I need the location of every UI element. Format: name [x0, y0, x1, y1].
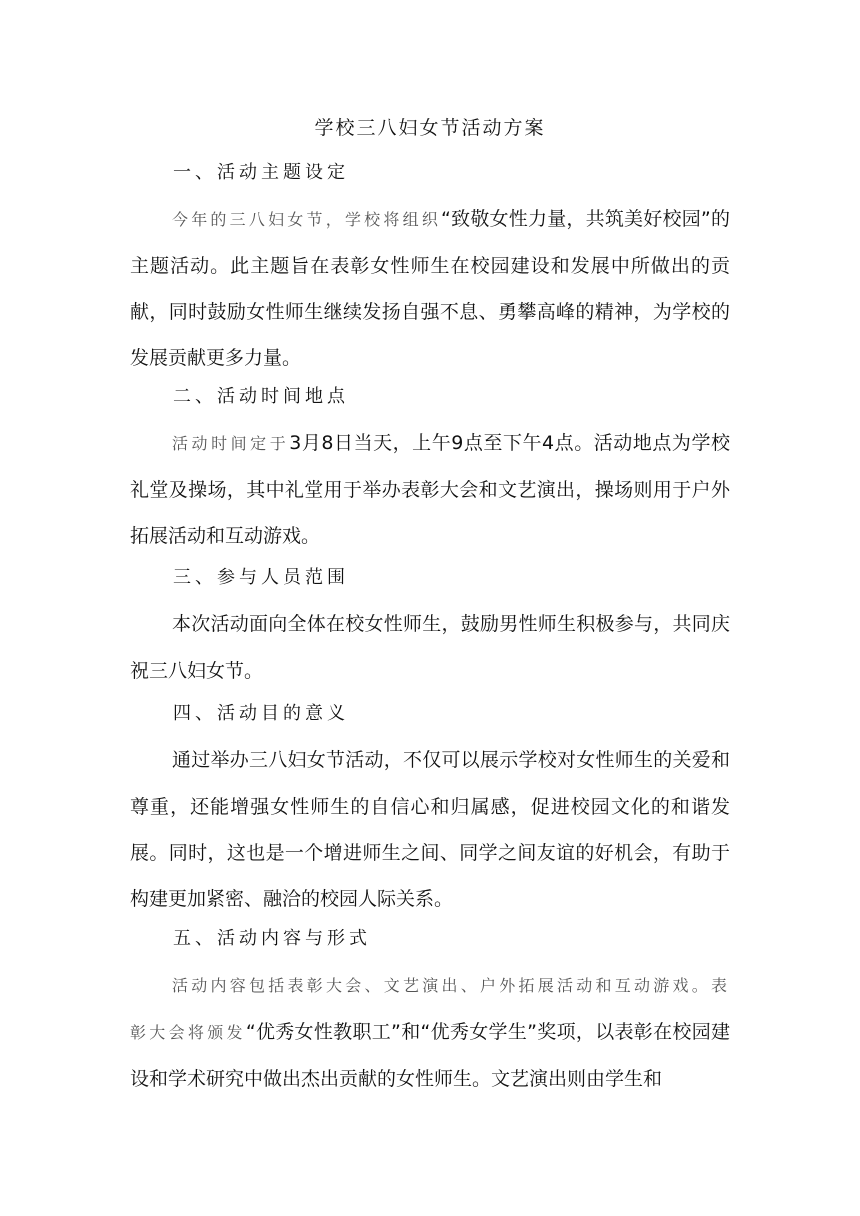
section-heading-purpose: 四、活动目的意义 [173, 703, 349, 724]
paragraph-body-text: 3月8日当天，上午9点至下午4点。活动地点为学校礼堂及操场，其中礼堂用于举办表彰大会和文艺演出，操场则用于户外拓展活动和互动游戏。 [130, 432, 730, 547]
section-heading-theme: 一、活动主题设定 [173, 162, 349, 183]
paragraph-body-text: 本次活动面向全体在校女性师生，鼓励男性师生积极参与，共同庆祝三八妇女节。 [130, 613, 730, 682]
paragraph-body-text: “优秀女性教职工”和“优秀女学生”奖项，以表彰在校园建设和学术研究中做出杰出贡献的女性师生。文艺演出则由学生和 [130, 1021, 730, 1090]
document-title: 学校三八妇女节活动方案 [314, 117, 546, 139]
paragraph-lead-text: 活动内容包括表彰大会、文艺演出、户外拓展活动和互动游戏。表彰大会将颁发 [130, 976, 730, 1042]
paragraph-lead-text: 活动时间定于 [172, 434, 290, 453]
section-heading-content-form: 五、活动内容与形式 [173, 928, 371, 949]
section-heading-time-place: 二、活动时间地点 [173, 386, 349, 407]
section-paragraph-content-form [130, 962, 730, 1102]
section-paragraph-time-place [130, 420, 730, 559]
section-paragraph-theme [130, 196, 730, 381]
section-paragraph-purpose [130, 737, 730, 922]
paragraph-body-text: 通过举办三八妇女节活动，不仅可以展示学校对女性师生的关爱和尊重，还能增强女性师生的自信心和归属感，促进校园文化的和谐发展。同时，这也是一个增进师生之间、同学之间友谊的好机会，有助于构建更加紧密、融洽的校园人际关系。 [130, 749, 730, 910]
section-paragraph-participants [130, 601, 730, 694]
section-heading-participants: 三、参与人员范围 [173, 567, 349, 588]
paragraph-body-text: “致敬女性力量，共筑美好校园”的主题活动。此主题旨在表彰女性师生在校园建设和发展中所做出的贡献，同时鼓励女性师生继续发扬自强不息、勇攀高峰的精神，为学校的发展贡献更多力量。 [130, 208, 730, 369]
paragraph-lead-text: 今年的三八妇女节，学校将组织 [172, 210, 442, 229]
